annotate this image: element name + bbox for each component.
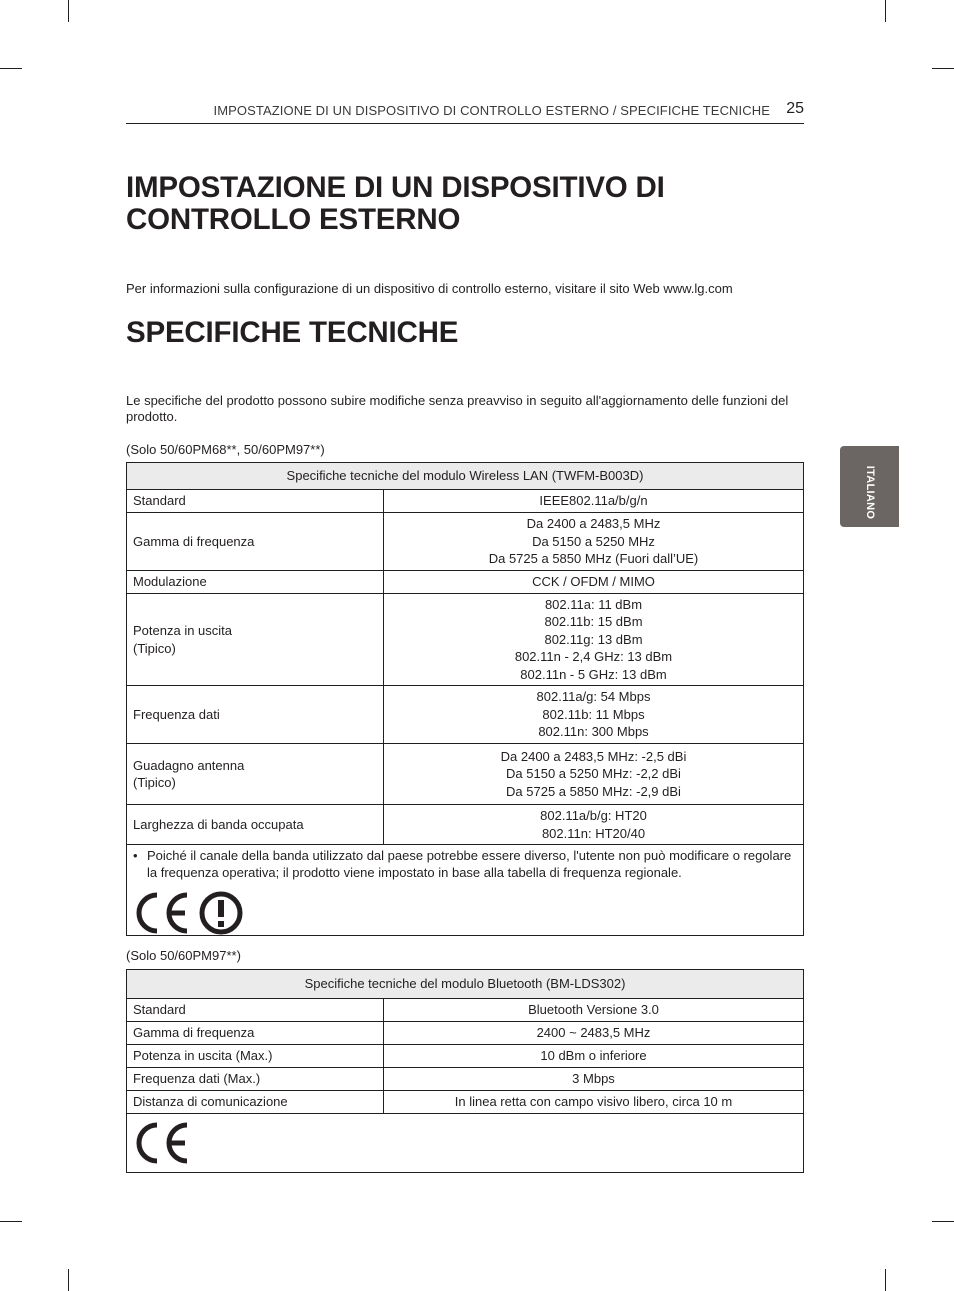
bullet: • — [133, 848, 138, 863]
crop-mark — [932, 1221, 954, 1222]
section-title-specs: SPECIFICHE TECNICHE — [126, 316, 459, 349]
wlan-model-note: (Solo 50/60PM68**, 50/60PM97**) — [126, 442, 325, 457]
language-tab — [840, 446, 899, 527]
spec-label: Standard — [133, 493, 186, 509]
spec-label-cell — [127, 686, 384, 744]
table-row — [127, 686, 804, 744]
bt-table-heading: Specifiche tecniche del modulo Bluetooth (BM-LDS302) — [127, 970, 804, 999]
spec-value-cell — [384, 686, 804, 744]
spec-value: CCK / OFDM / MIMO — [532, 574, 655, 590]
spec-value-cell — [384, 1068, 804, 1091]
table-row — [127, 513, 804, 571]
spec-value: 802.11b: 11 Mbps — [542, 706, 645, 722]
spec-value: IEEE802.11a/b/g/n — [539, 493, 648, 509]
section-title-line: IMPOSTAZIONE DI UN DISPOSITIVO DI — [126, 171, 665, 204]
table-row — [127, 744, 804, 805]
table-row — [127, 1068, 804, 1091]
specs-intro-text: Le specifiche del prodotto possono subire modifiche senza preavviso in seguito all'aggiornamento delle funzioni del prodotto. — [126, 393, 789, 424]
spec-label: Modulazione — [133, 574, 207, 590]
spec-label: Potenza in uscita (Max.) — [133, 1048, 273, 1064]
spec-value-cell — [384, 1045, 804, 1068]
spec-label-cell — [127, 1045, 384, 1068]
spec-value: 802.11a/b/g: HT20 — [540, 808, 647, 824]
spec-value: Da 5150 a 5250 MHz — [532, 533, 655, 549]
ce-mark-icon — [133, 1121, 191, 1165]
spec-label-cell — [127, 1022, 384, 1045]
spec-label-cell — [127, 513, 384, 571]
section-title-external-control — [126, 172, 665, 236]
table-row — [127, 805, 804, 845]
spec-label: Gamma di frequenza — [133, 1025, 255, 1041]
bt-spec-table — [126, 969, 804, 1173]
table-row — [127, 1091, 804, 1114]
spec-label: Potenza in uscita — [133, 623, 233, 639]
crop-mark — [68, 0, 69, 22]
spec-label: Standard — [133, 1002, 186, 1018]
spec-label: Frequenza dati — [133, 706, 220, 722]
spec-value: 802.11b: 15 dBm — [544, 614, 643, 630]
spec-value-cell — [384, 571, 804, 594]
crop-mark — [68, 1269, 69, 1291]
table-row — [127, 571, 804, 594]
alert-mark-icon — [199, 891, 243, 935]
spec-value: Da 2400 a 2483,5 MHz — [526, 516, 661, 532]
spec-value: 802.11a/g: 54 Mbps — [536, 689, 651, 705]
table-heading-row — [127, 970, 804, 999]
spec-value: 802.11n - 2,4 GHz: 13 dBm — [514, 649, 673, 665]
marks-row — [127, 1114, 804, 1173]
spec-value-cell — [384, 513, 804, 571]
spec-value: 802.11n: 300 Mbps — [538, 724, 649, 740]
footnote-row — [127, 845, 804, 936]
wlan-table-heading: Specifiche tecniche del modulo Wireless LAN (TWFM-B003D) — [127, 463, 804, 490]
section-title-line: CONTROLLO ESTERNO — [126, 203, 461, 236]
language-tab-label: ITALIANO — [864, 465, 876, 520]
spec-label: (Tipico) — [133, 775, 176, 790]
table-row — [127, 999, 804, 1022]
spec-label: Guadagno antenna — [133, 757, 245, 773]
crop-mark — [885, 0, 886, 22]
wlan-spec-table — [126, 462, 804, 936]
spec-value: Da 5725 a 5850 MHz: -2,9 dBi — [506, 783, 681, 799]
spec-value: 802.11g: 13 dBm — [544, 631, 643, 647]
spec-label: Gamma di frequenza — [133, 533, 255, 549]
spec-value: 2400 ~ 2483,5 MHz — [536, 1025, 651, 1041]
table-row — [127, 1045, 804, 1068]
spec-label-cell — [127, 490, 384, 513]
table-row — [127, 1022, 804, 1045]
bt-marks-cell — [127, 1114, 804, 1173]
crop-mark — [885, 1269, 886, 1291]
wlan-certification-marks — [133, 891, 797, 935]
spec-value-cell — [384, 999, 804, 1022]
bt-certification-marks — [133, 1121, 797, 1165]
crop-mark — [0, 1221, 22, 1222]
spec-label-cell — [127, 805, 384, 845]
wlan-footnote-text: Poiché il canale della banda utilizzato dal paese potrebbe essere diverso, l'utente non può modificare o regolare la frequenza operativa; il prodotto viene impostato in base alla tabella di frequenza regionale. — [147, 848, 792, 880]
spec-label-cell — [127, 571, 384, 594]
spec-label: Distanza di comunicazione — [133, 1094, 288, 1110]
spec-value-cell — [384, 1022, 804, 1045]
page-number: 25 — [786, 100, 804, 117]
spec-value: 802.11n: HT20/40 — [541, 825, 646, 841]
spec-value-cell — [384, 805, 804, 845]
spec-value-cell — [384, 1091, 804, 1114]
header-title: IMPOSTAZIONE DI UN DISPOSITIVO DI CONTROLLO ESTERNO / SPECIFICHE TECNICHE — [213, 103, 770, 118]
spec-value: 3 Mbps — [572, 1071, 615, 1087]
running-header — [126, 101, 804, 124]
spec-label-cell — [127, 744, 384, 805]
table-row — [127, 594, 804, 686]
crop-mark — [932, 68, 954, 69]
external-control-text: Per informazioni sulla configurazione di un dispositivo di controllo esterno, visitare il sito Web www.lg.com — [126, 281, 733, 296]
wlan-footnote — [133, 848, 797, 881]
spec-value: Bluetooth Versione 3.0 — [528, 1002, 659, 1018]
spec-value-cell — [384, 744, 804, 805]
spec-label: (Tipico) — [133, 640, 176, 656]
spec-value: Da 5725 a 5850 MHz (Fuori dall’UE) — [488, 551, 699, 567]
spec-label-cell — [127, 1091, 384, 1114]
spec-value: Da 5150 a 5250 MHz: -2,2 dBi — [506, 766, 681, 782]
ce-mark-icon — [133, 891, 191, 935]
spec-value: 802.11n - 5 GHz: 13 dBm — [520, 666, 667, 682]
spec-value: 10 dBm o inferiore — [540, 1048, 647, 1064]
crop-mark — [0, 68, 22, 69]
bt-model-note: (Solo 50/60PM97**) — [126, 948, 241, 963]
spec-value: In linea retta con campo visivo libero, circa 10 m — [454, 1094, 733, 1110]
table-row — [127, 490, 804, 513]
spec-value-cell — [384, 490, 804, 513]
spec-label: Frequenza dati (Max.) — [133, 1071, 261, 1087]
spec-label-cell — [127, 999, 384, 1022]
spec-label-cell — [127, 594, 384, 686]
spec-value-cell — [384, 594, 804, 686]
spec-label-cell — [127, 1068, 384, 1091]
table-heading-row — [127, 463, 804, 490]
spec-value: 802.11a: 11 dBm — [544, 596, 643, 612]
wlan-footnote-cell — [127, 845, 804, 936]
spec-value: Da 2400 a 2483,5 MHz: -2,5 dBi — [500, 748, 687, 764]
spec-label: Larghezza di banda occupata — [133, 816, 304, 832]
